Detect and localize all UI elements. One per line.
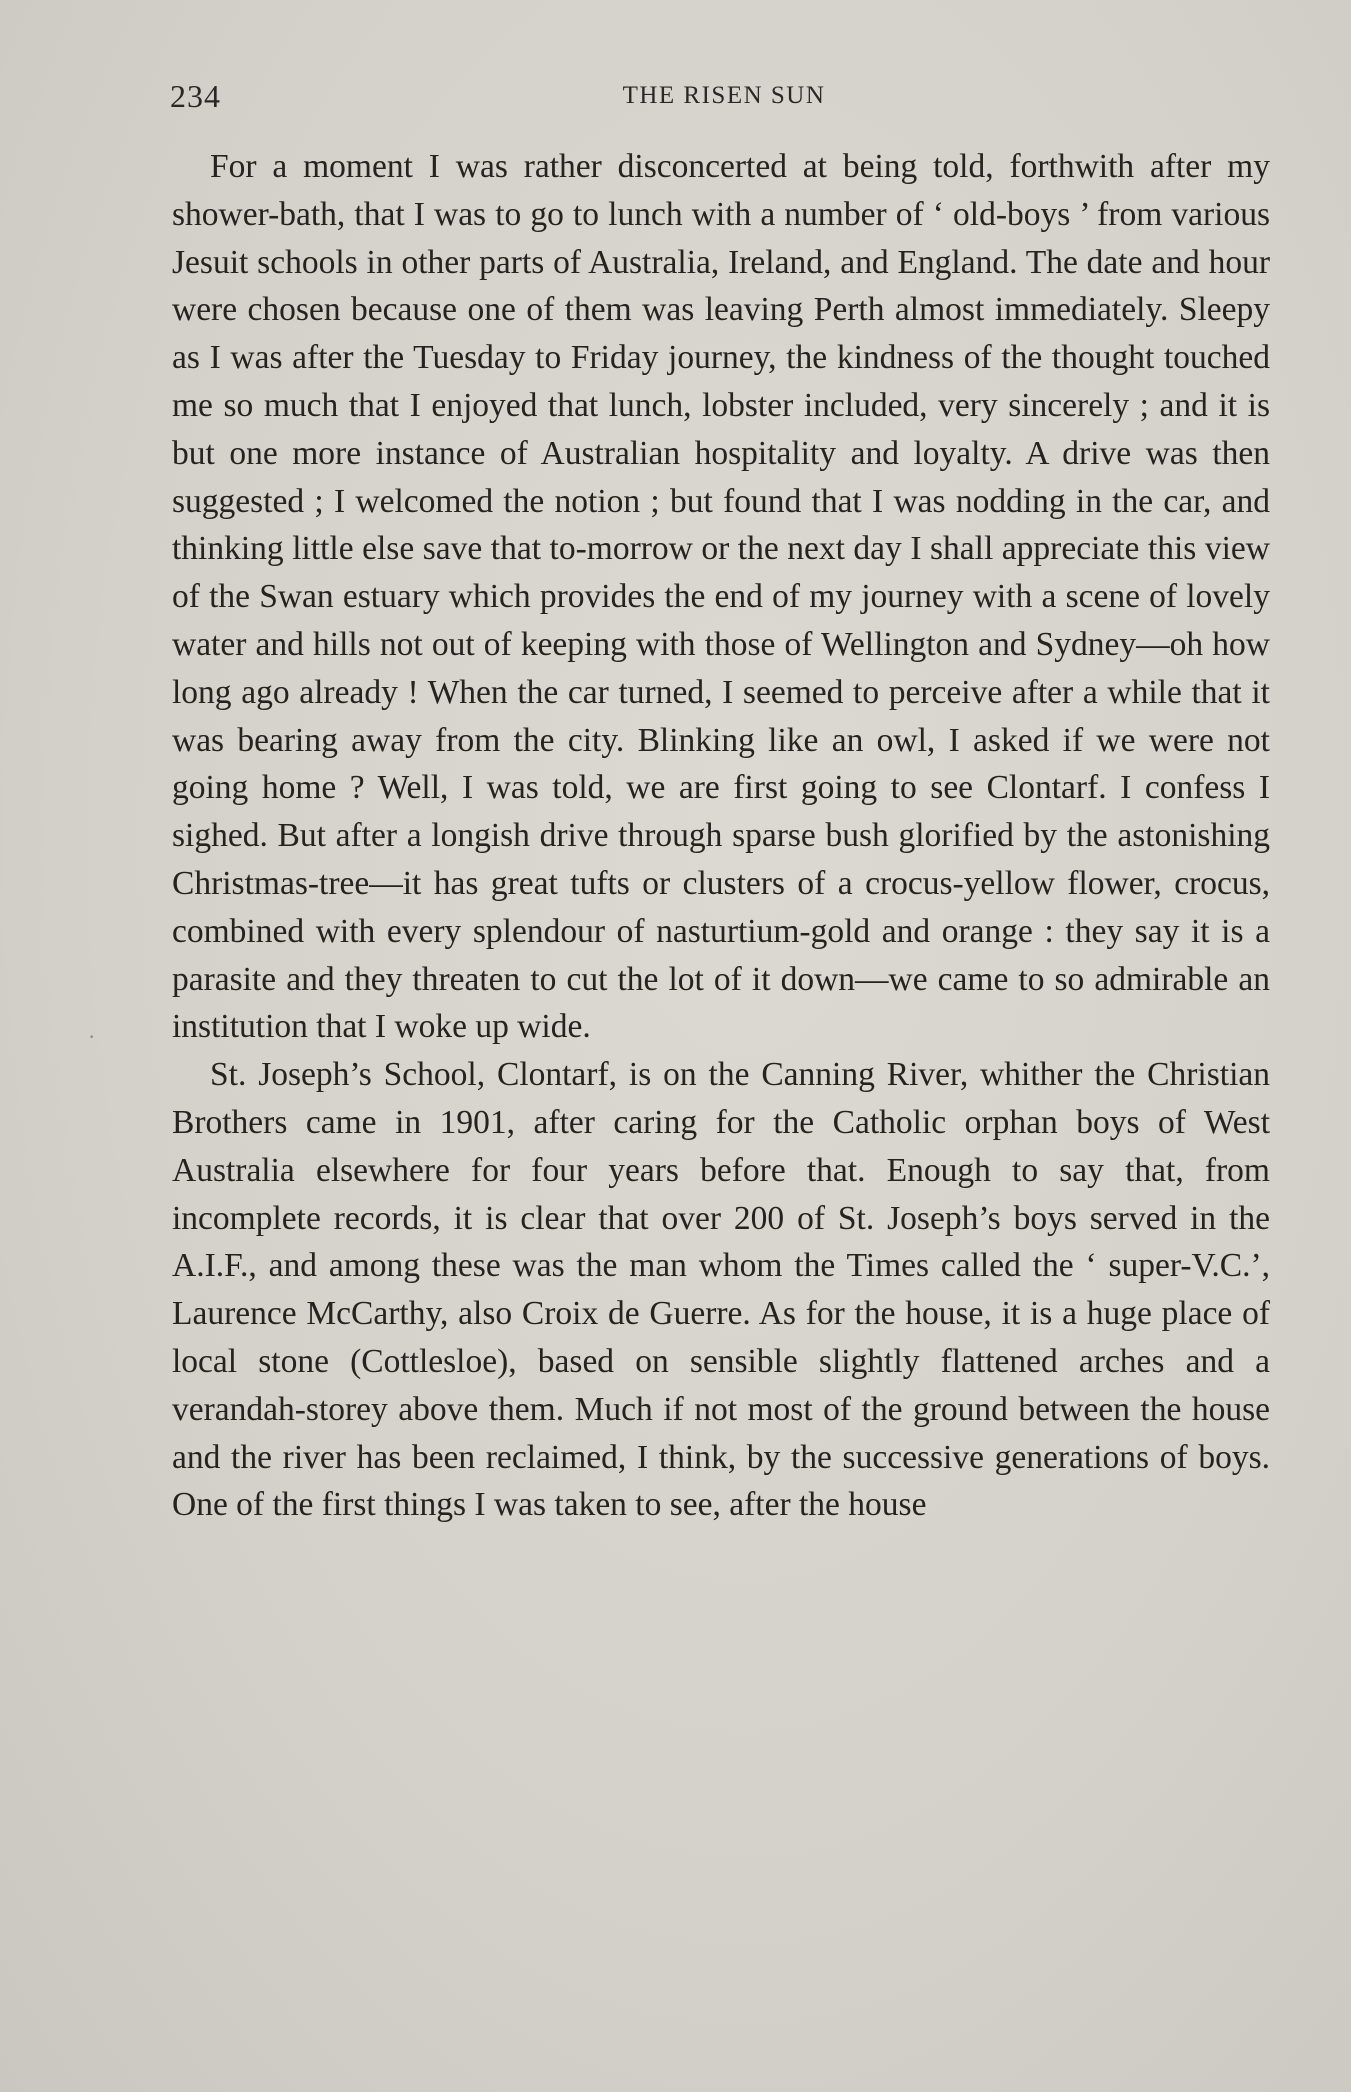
running-head (170, 78, 1278, 118)
paragraph-2: St. Joseph’s School, Clontarf, is on the Canning River, whither the Christian Brothers came in 1901, after caring for the Catholic orphan boys of West Australia elsewhere for four years before that. Enough to say that, from incomplete records, it is clear that over 200 of St. Joseph’s boys served in the A.I.F., and among these was the man whom the Times called the ‘ super-V.C.’, Laurence McCarthy, also Croix de Guerre. As for the house, it is a huge place of local stone (Cottlesloe), based on sensible slightly flattened arches and a verandah-storey above them. Much if not most of the ground between the house and the river has been reclaimed, I think, by the successive generations of boys. One of the first things I was taken to see, after the house (172, 1056, 1270, 1524)
body-text (172, 143, 1270, 1529)
page-number: 234 (170, 78, 221, 114)
running-title: THE RISEN SUN (622, 82, 826, 109)
margin-mark: · (88, 1024, 96, 1049)
paragraph-1: For a moment I was rather disconcerted at being told, forthwith after my shower-bath, that I was to go to lunch with a number of ‘ old-boys ’ from various Jesuit schools in other parts of Australia, Ireland, and England. The date and hour were chosen because one of them was leaving Perth almost immediately. Sleepy as I was after the Tuesday to Friday journey, the kindness of the thought touched me so much that I enjoyed that lunch, lobster included, very sincerely ; and it is but one more instance of Australian hospitality and loyalty. A drive was then suggested ; I welcomed the notion ; but found that I was nodding in the car, and thinking little else save that to-morrow or the next day I shall appreciate this view of the Swan estuary which provides the end of my journey with a scene of lovely water and hills not out of keeping with those of Wellington and Sydney—oh how long ago already ! When the car turned, I seemed to perceive after a while that it was bearing away from the city. Blinking like an owl, I asked if we were not going home ? Well, I was told, we are first going to see Clontarf. I confess I sighed. But after a longish drive through sparse bush glorified by the astonishing Christmas-tree—it has great tufts or clusters of a crocus-yellow flower, crocus, combined with every splendour of nasturtium-gold and orange : they say it is a parasite and they threaten to cut the lot of it down—we came to so admirable an institution that I woke up wide. (172, 148, 1270, 1046)
